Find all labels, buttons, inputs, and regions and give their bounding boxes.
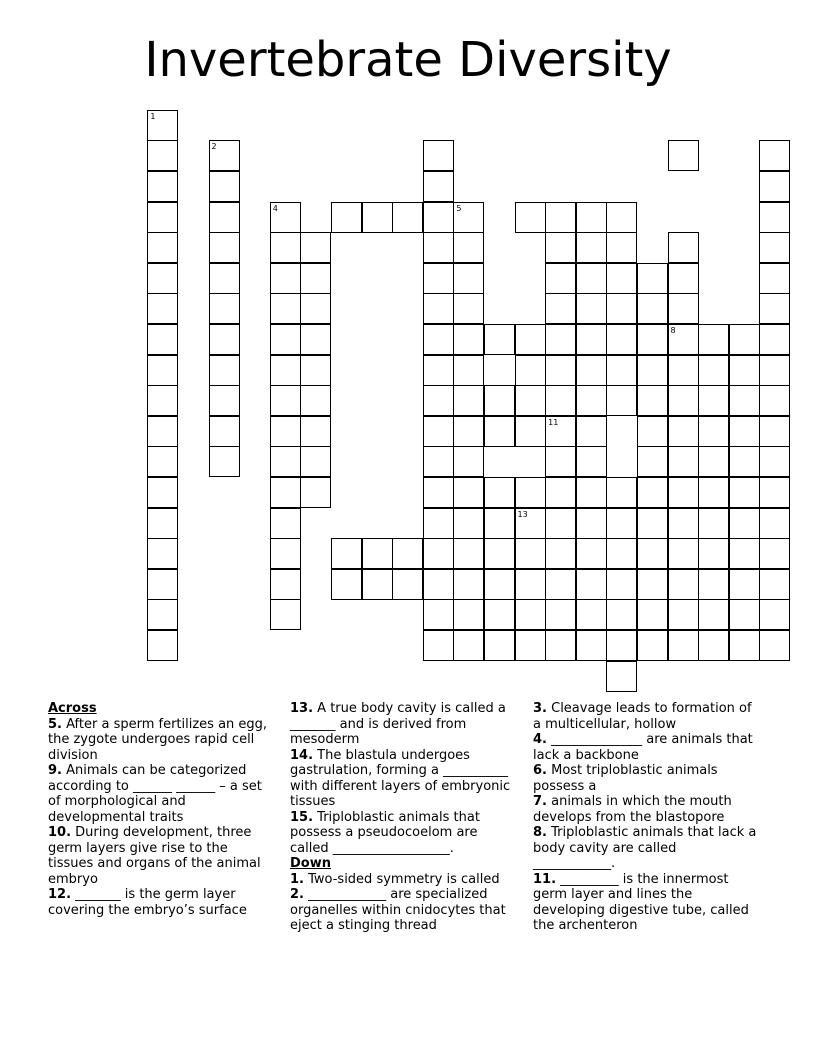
grid-cell[interactable] [209, 263, 240, 294]
grid-cell[interactable] [606, 661, 637, 692]
grid-cell[interactable] [209, 293, 240, 324]
clue-text: Animals can be categorized according to ______ ______ – a set of morphological and developmental traits [48, 763, 262, 825]
clue-number: 13. [290, 701, 314, 716]
grid-cell[interactable] [209, 202, 240, 233]
grid-cell[interactable] [453, 538, 484, 569]
grid-cell[interactable] [515, 508, 546, 539]
grid-cell[interactable] [270, 477, 301, 508]
clue-number-label: 8 [670, 325, 676, 335]
grid-cell[interactable] [545, 355, 576, 386]
grid-cell[interactable] [668, 385, 699, 416]
grid-cell[interactable] [147, 630, 178, 661]
grid-cell[interactable] [576, 599, 607, 630]
clue-item [48, 763, 276, 825]
grid-cell[interactable] [545, 324, 576, 355]
grid-cell[interactable] [606, 232, 637, 263]
clue-text: ____________ are specialized organelles within cnidocytes that eject a stinging thread [290, 887, 506, 933]
grid-cell[interactable] [270, 324, 301, 355]
grid-cell[interactable] [453, 416, 484, 447]
grid-cell[interactable] [545, 232, 576, 263]
grid-cell[interactable] [698, 538, 729, 569]
grid-cell[interactable] [668, 538, 699, 569]
grid-cell[interactable] [484, 324, 515, 355]
grid-cell[interactable] [453, 630, 484, 661]
grid-cell[interactable] [606, 599, 637, 630]
grid-cell[interactable] [606, 630, 637, 661]
grid-cell[interactable] [423, 630, 454, 661]
grid-cell[interactable] [147, 263, 178, 294]
grid-cell[interactable] [698, 446, 729, 477]
grid-cell[interactable] [392, 538, 423, 569]
clue-text: Most triploblastic animals possess a [533, 763, 718, 794]
grid-cell[interactable] [637, 538, 668, 569]
grid-cell[interactable] [759, 385, 790, 416]
grid-cell[interactable] [209, 232, 240, 263]
grid-cell[interactable] [147, 477, 178, 508]
grid-cell[interactable] [576, 630, 607, 661]
grid-cell[interactable] [545, 202, 576, 233]
grid-cell[interactable] [515, 477, 546, 508]
clue-number: 12. [48, 887, 72, 902]
grid-cell[interactable] [606, 385, 637, 416]
grid-cell[interactable] [423, 293, 454, 324]
grid-cell[interactable] [729, 630, 760, 661]
grid-cell[interactable] [423, 416, 454, 447]
clue-text: During development, three germ layers give rise to the tissues and organs of the animal embryo [48, 825, 261, 887]
grid-cell[interactable] [300, 232, 331, 263]
grid-cell[interactable] [209, 416, 240, 447]
grid-cell[interactable] [545, 385, 576, 416]
grid-cell[interactable] [729, 446, 760, 477]
grid-cell[interactable] [668, 293, 699, 324]
grid-cell[interactable] [759, 324, 790, 355]
clue-text: The blastula undergoes gastrulation, forming a __________ with different layers of embryonic tissues [290, 747, 511, 809]
grid-cell[interactable] [423, 385, 454, 416]
grid-cell[interactable] [147, 293, 178, 324]
grid-cell[interactable] [606, 324, 637, 355]
grid-cell[interactable] [453, 263, 484, 294]
clue-number: 8. [533, 825, 547, 840]
clue-item [290, 701, 518, 748]
clue-number: 3. [533, 701, 547, 716]
clues-column-1 [48, 701, 276, 918]
clue-text: animals in which the mouth develops from the blastopore [533, 794, 732, 825]
grid-cell[interactable] [484, 599, 515, 630]
grid-cell[interactable] [453, 202, 484, 233]
page-title: Invertebrate Diversity [144, 32, 672, 88]
clue-item [48, 717, 276, 764]
clue-item [533, 763, 761, 794]
grid-cell[interactable] [453, 446, 484, 477]
grid-cell[interactable] [698, 477, 729, 508]
grid-cell[interactable] [606, 293, 637, 324]
grid-cell[interactable] [668, 140, 699, 171]
grid-cell[interactable] [484, 569, 515, 600]
grid-cell[interactable] [300, 416, 331, 447]
grid-cell[interactable] [668, 477, 699, 508]
grid-cell[interactable] [759, 630, 790, 661]
grid-cell[interactable] [147, 508, 178, 539]
grid-cell[interactable] [759, 477, 790, 508]
grid-cell[interactable] [453, 385, 484, 416]
clue-item [533, 794, 761, 825]
grid-cell[interactable] [300, 446, 331, 477]
clue-text: Triploblastic animals that lack a body cavity are called ____________. [533, 825, 757, 871]
grid-cell[interactable] [668, 232, 699, 263]
grid-cell[interactable] [300, 355, 331, 386]
clue-section-heading: Across [48, 701, 97, 716]
clue-section-heading: Down [290, 856, 331, 871]
grid-cell[interactable] [698, 385, 729, 416]
grid-cell[interactable] [545, 416, 576, 447]
clues-column-2 [290, 701, 518, 934]
grid-cell[interactable] [453, 599, 484, 630]
grid-cell[interactable] [453, 293, 484, 324]
clue-item [533, 732, 761, 763]
grid-cell[interactable] [698, 324, 729, 355]
clue-text: Triploblastic animals that possess a pseudocoelom are called __________________. [290, 809, 480, 856]
grid-cell[interactable] [637, 293, 668, 324]
grid-cell[interactable] [698, 355, 729, 386]
grid-cell[interactable] [637, 355, 668, 386]
grid-cell[interactable] [423, 232, 454, 263]
grid-cell[interactable] [270, 355, 301, 386]
grid-cell[interactable] [147, 171, 178, 202]
grid-cell[interactable] [576, 263, 607, 294]
grid-cell[interactable] [576, 508, 607, 539]
clue-text: A true body cavity is called a _______ and is derived from mesoderm [290, 701, 506, 747]
grid-cell[interactable] [729, 569, 760, 600]
grid-cell[interactable] [576, 538, 607, 569]
grid-cell[interactable] [423, 538, 454, 569]
grid-cell[interactable] [668, 263, 699, 294]
clue-item [290, 810, 518, 857]
grid-cell[interactable] [637, 569, 668, 600]
grid-cell[interactable] [147, 355, 178, 386]
grid-cell[interactable] [729, 385, 760, 416]
grid-cell[interactable] [576, 355, 607, 386]
grid-cell[interactable] [147, 140, 178, 171]
clue-item [533, 872, 761, 934]
clue-number: 7. [533, 794, 547, 809]
clue-text: After a sperm fertilizes an egg, the zygote undergoes rapid cell division [48, 716, 268, 763]
grid-cell[interactable] [423, 324, 454, 355]
grid-cell[interactable] [209, 446, 240, 477]
grid-cell[interactable] [545, 508, 576, 539]
grid-cell[interactable] [637, 477, 668, 508]
grid-cell[interactable] [209, 324, 240, 355]
grid-cell[interactable] [423, 446, 454, 477]
clue-number-label: 13 [517, 509, 528, 519]
grid-cell[interactable] [759, 538, 790, 569]
clue-item [48, 825, 276, 887]
grid-cell[interactable] [668, 446, 699, 477]
grid-cell[interactable] [453, 355, 484, 386]
grid-cell[interactable] [423, 355, 454, 386]
grid-cell[interactable] [576, 385, 607, 416]
grid-cell[interactable] [423, 508, 454, 539]
grid-cell[interactable] [576, 202, 607, 233]
grid-cell[interactable] [331, 569, 362, 600]
clue-number: 2. [290, 887, 304, 902]
grid-cell[interactable] [392, 202, 423, 233]
grid-cell[interactable] [270, 599, 301, 630]
clue-number: 6. [533, 763, 547, 778]
grid-cell[interactable] [209, 385, 240, 416]
grid-cell[interactable] [606, 263, 637, 294]
grid-cell[interactable] [453, 477, 484, 508]
grid-cell[interactable] [576, 446, 607, 477]
grid-cell[interactable] [147, 538, 178, 569]
grid-cell[interactable] [362, 538, 393, 569]
grid-cell[interactable] [453, 508, 484, 539]
clue-text: Two-sided symmetry is called [303, 871, 500, 887]
grid-cell[interactable] [698, 508, 729, 539]
grid-cell[interactable] [392, 569, 423, 600]
grid-cell[interactable] [759, 232, 790, 263]
clue-number-label: 5 [456, 203, 462, 213]
grid-cell[interactable] [484, 630, 515, 661]
clue-number: 10. [48, 825, 72, 840]
grid-cell[interactable] [270, 538, 301, 569]
clue-text: _________ is the innermost germ layer and lines the developing digestive tube, called the archenteron [533, 871, 749, 933]
clue-item [290, 887, 518, 934]
grid-cell[interactable] [270, 232, 301, 263]
grid-cell[interactable] [759, 599, 790, 630]
grid-cell[interactable] [729, 324, 760, 355]
grid-cell[interactable] [209, 140, 240, 171]
clue-number-label: 1 [150, 111, 156, 121]
grid-cell[interactable] [423, 202, 454, 233]
grid-cell[interactable] [484, 538, 515, 569]
grid-cell[interactable] [637, 263, 668, 294]
grid-cell[interactable] [729, 538, 760, 569]
grid-cell[interactable] [484, 508, 515, 539]
grid-cell[interactable] [759, 263, 790, 294]
grid-cell[interactable] [484, 416, 515, 447]
grid-cell[interactable] [453, 569, 484, 600]
grid-cell[interactable] [729, 355, 760, 386]
clue-item [48, 887, 276, 918]
grid-cell[interactable] [729, 416, 760, 447]
grid-cell[interactable] [300, 263, 331, 294]
grid-cell[interactable] [545, 477, 576, 508]
grid-cell[interactable] [147, 232, 178, 263]
grid-cell[interactable] [759, 293, 790, 324]
grid-cell[interactable] [668, 508, 699, 539]
grid-cell[interactable] [423, 171, 454, 202]
grid-cell[interactable] [484, 477, 515, 508]
grid-cell[interactable] [515, 324, 546, 355]
grid-cell[interactable] [606, 477, 637, 508]
grid-cell[interactable] [270, 569, 301, 600]
grid-cell[interactable] [270, 293, 301, 324]
grid-cell[interactable] [147, 446, 178, 477]
grid-cell[interactable] [576, 569, 607, 600]
grid-cell[interactable] [545, 263, 576, 294]
grid-cell[interactable] [606, 569, 637, 600]
grid-cell[interactable] [759, 508, 790, 539]
clue-text: ______________ are animals that lack a backbone [533, 732, 753, 763]
grid-cell[interactable] [209, 355, 240, 386]
grid-cell[interactable] [515, 599, 546, 630]
grid-cell[interactable] [668, 324, 699, 355]
grid-cell[interactable] [147, 202, 178, 233]
clue-number: 11. [533, 871, 557, 887]
grid-cell[interactable] [545, 293, 576, 324]
grid-cell[interactable] [759, 446, 790, 477]
grid-cell[interactable] [423, 599, 454, 630]
grid-cell[interactable] [484, 385, 515, 416]
grid-cell[interactable] [362, 202, 393, 233]
grid-cell[interactable] [147, 385, 178, 416]
grid-cell[interactable] [729, 599, 760, 630]
grid-cell[interactable] [606, 508, 637, 539]
grid-cell[interactable] [545, 569, 576, 600]
grid-cell[interactable] [270, 446, 301, 477]
grid-cell[interactable] [515, 355, 546, 386]
grid-cell[interactable] [270, 416, 301, 447]
grid-cell[interactable] [759, 171, 790, 202]
grid-cell[interactable] [423, 140, 454, 171]
grid-cell[interactable] [606, 202, 637, 233]
grid-cell[interactable] [637, 416, 668, 447]
clue-number: 9. [48, 763, 62, 778]
clue-number-label: 2 [211, 142, 217, 152]
clue-item [290, 872, 518, 888]
grid-cell[interactable] [515, 569, 546, 600]
grid-cell[interactable] [637, 508, 668, 539]
grid-cell[interactable] [147, 569, 178, 600]
grid-cell[interactable] [759, 140, 790, 171]
grid-cell[interactable] [300, 324, 331, 355]
grid-cell[interactable] [637, 599, 668, 630]
grid-cell[interactable] [576, 477, 607, 508]
grid-cell[interactable] [545, 538, 576, 569]
grid-cell[interactable] [147, 416, 178, 447]
grid-cell[interactable] [698, 416, 729, 447]
grid-cell[interactable] [300, 293, 331, 324]
grid-cell[interactable] [698, 569, 729, 600]
grid-cell[interactable] [270, 202, 301, 233]
grid-cell[interactable] [698, 630, 729, 661]
grid-cell[interactable] [759, 202, 790, 233]
grid-cell[interactable] [515, 416, 546, 447]
grid-cell[interactable] [515, 630, 546, 661]
grid-cell[interactable] [270, 263, 301, 294]
clue-number: 15. [290, 809, 314, 825]
grid-cell[interactable] [668, 599, 699, 630]
grid-cell[interactable] [209, 171, 240, 202]
grid-cell[interactable] [637, 630, 668, 661]
grid-cell[interactable] [637, 385, 668, 416]
grid-cell[interactable] [423, 569, 454, 600]
grid-cell[interactable] [668, 630, 699, 661]
grid-cell[interactable] [729, 477, 760, 508]
grid-cell[interactable] [147, 324, 178, 355]
grid-cell[interactable] [759, 569, 790, 600]
grid-cell[interactable] [668, 569, 699, 600]
clue-text: _______ is the germ layer covering the embryo’s surface [48, 887, 247, 918]
grid-cell[interactable] [606, 355, 637, 386]
clue-item [533, 701, 761, 732]
clue-number: 5. [48, 716, 62, 732]
grid-cell[interactable] [668, 355, 699, 386]
grid-cell[interactable] [545, 630, 576, 661]
grid-cell[interactable] [759, 355, 790, 386]
grid-cell[interactable] [698, 599, 729, 630]
grid-cell[interactable] [331, 202, 362, 233]
grid-cell[interactable] [668, 416, 699, 447]
grid-cell[interactable] [515, 385, 546, 416]
clue-item [290, 748, 518, 810]
grid-cell[interactable] [637, 446, 668, 477]
grid-cell[interactable] [300, 385, 331, 416]
clues-column-3 [533, 701, 761, 934]
clue-number-label: 4 [272, 203, 278, 213]
clue-number: 1. [290, 871, 304, 887]
clue-number: 14. [290, 747, 314, 763]
grid-cell[interactable] [331, 538, 362, 569]
grid-cell[interactable] [147, 599, 178, 630]
grid-cell[interactable] [606, 538, 637, 569]
clue-number-label: 11 [548, 417, 559, 427]
grid-cell[interactable] [576, 232, 607, 263]
grid-cell[interactable] [515, 202, 546, 233]
clue-item [533, 825, 761, 872]
grid-cell[interactable] [423, 263, 454, 294]
grid-cell[interactable] [270, 385, 301, 416]
grid-cell[interactable] [729, 508, 760, 539]
grid-cell[interactable] [576, 416, 607, 447]
grid-cell[interactable] [453, 232, 484, 263]
grid-cell[interactable] [515, 538, 546, 569]
grid-cell[interactable] [759, 416, 790, 447]
grid-cell[interactable] [147, 110, 178, 141]
grid-cell[interactable] [300, 477, 331, 508]
clue-number: 4. [533, 732, 547, 747]
grid-cell[interactable] [453, 324, 484, 355]
grid-cell[interactable] [576, 293, 607, 324]
clue-text: Cleavage leads to formation of a multicellular, hollow [533, 701, 752, 732]
grid-cell[interactable] [362, 569, 393, 600]
grid-cell[interactable] [545, 446, 576, 477]
grid-cell[interactable] [270, 508, 301, 539]
grid-cell[interactable] [637, 324, 668, 355]
grid-cell[interactable] [576, 324, 607, 355]
grid-cell[interactable] [545, 599, 576, 630]
grid-cell[interactable] [423, 477, 454, 508]
